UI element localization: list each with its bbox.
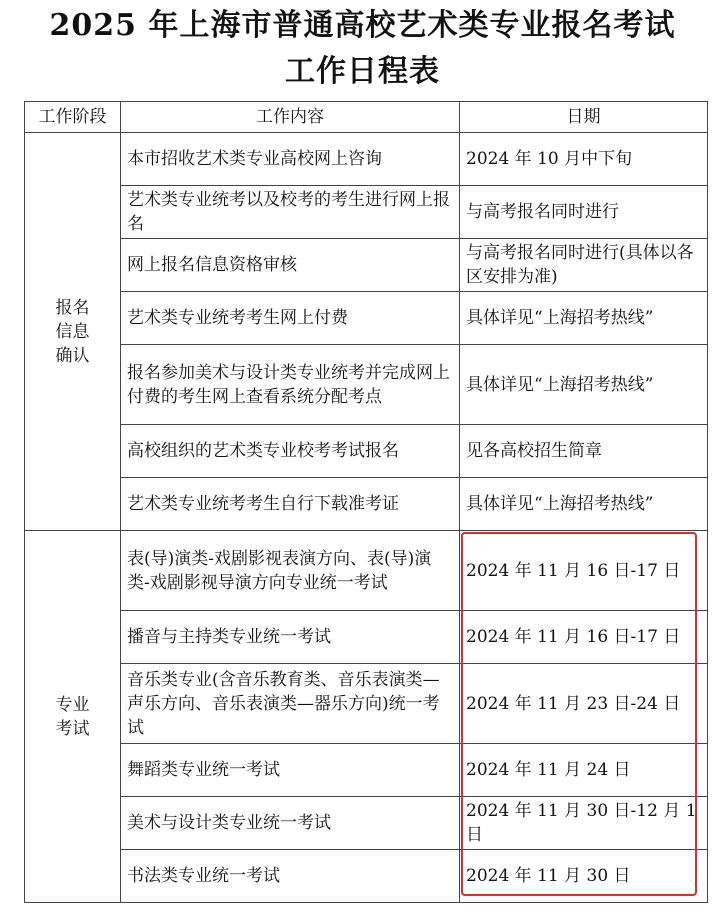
date-cell: 2024 年 11 月 30 日-12 月 1 日 [460, 797, 708, 850]
content-cell: 艺术类专业统考考生自行下载准考证 [121, 478, 460, 531]
table-row [25, 850, 708, 903]
content-cell: 高校组织的艺术类专业校考考试报名 [121, 425, 460, 478]
date-cell: 具体详见“上海招考热线” [460, 345, 708, 425]
date-cell: 具体详见“上海招考热线” [460, 292, 708, 345]
document-title-line2: 工作日程表 [285, 54, 440, 89]
content-cell: 播音与主持类专业统一考试 [121, 611, 460, 664]
content-cell: 表(导)演类-戏剧影视表演方向、表(导)演类-戏剧影视导演方向专业统一考试 [121, 531, 460, 611]
table-header-row [25, 102, 708, 133]
content-cell: 艺术类专业统考以及校考的考生进行网上报名 [121, 186, 460, 239]
stage-cell-exam [25, 531, 121, 903]
document-title-line1: 2025 年上海市普通高校艺术类专业报名考试 [49, 8, 676, 43]
table-row [25, 611, 708, 664]
stage-cell-registration [25, 133, 121, 531]
content-cell: 报名参加美术与设计类专业统考并完成网上付费的考生网上查看系统分配考点 [121, 345, 460, 425]
date-cell: 具体详见“上海招考热线” [460, 478, 708, 531]
date-cell: 2024 年 11 月 30 日 [460, 850, 708, 903]
table-row [25, 425, 708, 478]
content-cell: 艺术类专业统考考生网上付费 [121, 292, 460, 345]
content-cell: 网上报名信息资格审核 [121, 239, 460, 292]
date-cell: 与高考报名同时进行(具体以各区安排为准) [460, 239, 708, 292]
date-cell: 2024 年 11 月 16 日-17 日 [460, 611, 708, 664]
table-row [25, 292, 708, 345]
date-cell: 2024 年 11 月 24 日 [460, 744, 708, 797]
table-row [25, 186, 708, 239]
header-stage: 工作阶段 [25, 102, 121, 133]
date-cell: 2024 年 11 月 16 日-17 日 [460, 531, 708, 611]
table-row [25, 345, 708, 425]
date-cell: 2024 年 11 月 23 日-24 日 [460, 664, 708, 744]
table-row [25, 531, 708, 611]
content-cell: 音乐类专业(含音乐教育类、音乐表演类—声乐方向、音乐表演类—器乐方向)统一考试 [121, 664, 460, 744]
schedule-table [24, 101, 708, 903]
table-row [25, 239, 708, 292]
table-row [25, 664, 708, 744]
stage-label: 专业考试 [55, 694, 90, 739]
table-row [25, 744, 708, 797]
date-cell: 与高考报名同时进行 [460, 186, 708, 239]
content-cell: 美术与设计类专业统一考试 [121, 797, 460, 850]
content-cell: 舞蹈类专业统一考试 [121, 744, 460, 797]
date-cell: 2024 年 10 月中下旬 [460, 133, 708, 186]
table-row [25, 797, 708, 850]
table-row [25, 133, 708, 186]
date-cell: 见各高校招生简章 [460, 425, 708, 478]
content-cell: 本市招收艺术类专业高校网上咨询 [121, 133, 460, 186]
header-content: 工作内容 [121, 102, 460, 133]
stage-label: 报名信息确认 [55, 297, 90, 366]
content-cell: 书法类专业统一考试 [121, 850, 460, 903]
table-row [25, 478, 708, 531]
header-date: 日期 [460, 102, 708, 133]
